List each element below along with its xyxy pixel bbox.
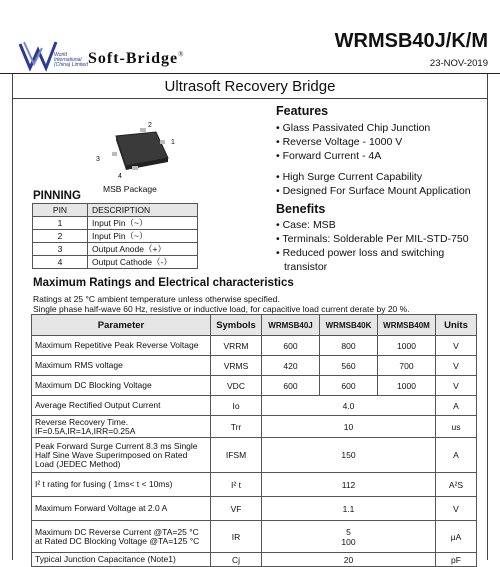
logo-text: Soft-Bridge® <box>88 50 185 67</box>
symbol-cell: Cj <box>211 553 262 567</box>
value-cell: 600 <box>262 376 320 396</box>
column-header: WRMSB40M <box>378 315 436 336</box>
ratings-body <box>32 336 477 567</box>
table-row <box>33 256 198 269</box>
table-row <box>32 416 477 438</box>
value-cell: 600 <box>320 376 378 396</box>
msb-package-image <box>94 118 184 188</box>
symbol-cell: Io <box>211 396 262 416</box>
pin-label-3: 3 <box>96 156 100 163</box>
value-cell: 5 100 <box>262 521 436 553</box>
value-cell: 112 <box>262 473 436 497</box>
value-cell: 150 <box>262 438 436 473</box>
parameter-cell: Typical Junction Capacitance (Note1) <box>32 553 211 567</box>
value-cell: 800 <box>320 336 378 356</box>
table-row <box>33 243 198 256</box>
part-number: WRMSB40J/K/M <box>334 30 488 52</box>
table-row <box>33 217 198 230</box>
pin-label-1: 1 <box>171 139 175 146</box>
unit-cell: V <box>436 376 477 396</box>
symbol-cell: IFSM <box>211 438 262 473</box>
column-header: WRMSB40J <box>262 315 320 336</box>
table-header-row <box>33 204 198 217</box>
table-row <box>33 230 198 243</box>
pin-number: 2 <box>33 230 88 243</box>
benefit-item: • Terminals: Solderable Per MIL-STD-750 <box>276 233 469 245</box>
parameter-cell: Reverse Recovery Time. IF=0.5A,IR=1A,IRR=0.25A <box>32 416 211 438</box>
pin-number: 1 <box>33 217 88 230</box>
symbol-cell: VRMS <box>211 356 262 376</box>
table-row <box>32 396 477 416</box>
value-cell: 1000 <box>378 336 436 356</box>
features-list <box>276 121 488 198</box>
parameter-cell: Maximum Forward Voltage at 2.0 A <box>32 497 211 521</box>
column-header: Units <box>436 315 477 336</box>
parameter-cell: Average Rectified Output Current <box>32 396 211 416</box>
unit-cell: A²S <box>436 473 477 497</box>
table-row <box>32 438 477 473</box>
feature-item: • Forward Current - 4A <box>276 150 382 162</box>
feature-item: • Designed For Surface Mount Application <box>276 185 471 197</box>
page-title: Ultrasoft Recovery Bridge <box>12 75 488 99</box>
symbol-cell: VF <box>211 497 262 521</box>
pin-number: 4 <box>33 256 88 269</box>
pinning-heading: PINNING <box>33 190 81 202</box>
value-cell: 20 <box>262 553 436 567</box>
ratings-condition-1: Ratings at 25 °C ambient temperature unless otherwise specified. <box>33 294 280 304</box>
column-header: Symbols <box>211 315 262 336</box>
feature-item: • Glass Passivated Chip Junction <box>276 122 431 134</box>
benefits-heading: Benefits <box>276 202 326 216</box>
pin-description: Input Pin（~） <box>88 230 198 243</box>
unit-cell: A <box>436 438 477 473</box>
table-header-row <box>32 315 477 336</box>
unit-cell: us <box>436 416 477 438</box>
unit-cell: μA <box>436 521 477 553</box>
features-heading: Features <box>276 104 329 118</box>
pin-number: 3 <box>33 243 88 256</box>
symbol-cell: I² t <box>211 473 262 497</box>
symbol-cell: IR <box>211 521 262 553</box>
value-cell: 4.0 <box>262 396 436 416</box>
column-header: WRMSB40K <box>320 315 378 336</box>
value-cell: 600 <box>262 336 320 356</box>
parameter-cell: Maximum Repetitive Peak Reverse Voltage <box>32 336 211 356</box>
symbol-cell: Trr <box>211 416 262 438</box>
parameter-cell: Maximum RMS voltage <box>32 356 211 376</box>
ratings-heading: Maximum Ratings and Electrical characteristics <box>33 277 294 289</box>
table-row <box>32 473 477 497</box>
column-header: Parameter <box>32 315 211 336</box>
parameter-cell: Maximum DC Reverse Current @TA=25 °C at Rated DC Blocking Voltage @TA=125 °C <box>32 521 211 553</box>
unit-cell: V <box>436 356 477 376</box>
ratings-table <box>31 314 477 567</box>
ratings-condition-2: Single phase half-wave 60 Hz, resistive or inductive load, for capacitive load current derate by 20 %. <box>33 304 410 314</box>
value-cell: 560 <box>320 356 378 376</box>
doc-date: 23-NOV-2019 <box>429 58 488 69</box>
feature-item: • High Surge Current Capability <box>276 171 423 183</box>
value-cell: 700 <box>378 356 436 376</box>
table-row <box>32 336 477 356</box>
table-row <box>32 497 477 521</box>
symbol-cell: VDC <box>211 376 262 396</box>
package-caption: MSB Package <box>103 184 157 194</box>
unit-cell: A <box>436 396 477 416</box>
pin-description: Input Pin（~） <box>88 217 198 230</box>
feature-item: • Reverse Voltage - 1000 V <box>276 136 403 148</box>
benefit-item: transistor <box>284 261 328 273</box>
column-header: DESCRIPTION <box>88 204 198 217</box>
benefit-item: • Reduced power loss and switching <box>276 247 445 259</box>
parameter-cell: Maximum DC Blocking Voltage <box>32 376 211 396</box>
unit-cell: V <box>436 497 477 521</box>
pin-label-4: 4 <box>118 173 122 180</box>
value-cell: 420 <box>262 356 320 376</box>
unit-cell: V <box>436 336 477 356</box>
logo-small-text: World International (China) Limited <box>54 52 88 68</box>
column-header: PIN <box>33 204 88 217</box>
table-row <box>32 376 477 396</box>
value-cell: 10 <box>262 416 436 438</box>
value-cell: 1000 <box>378 376 436 396</box>
benefit-item: • Case: MSB <box>276 219 336 231</box>
benefits-list <box>276 218 488 274</box>
table-row <box>32 521 477 553</box>
value-cell: 1.1 <box>262 497 436 521</box>
pin-description: Output Cathode（-） <box>88 256 198 269</box>
unit-cell: pF <box>436 553 477 567</box>
parameter-cell: Peak Forward Surge Current 8.3 ms Single Half Sine Wave Superimposed on Rated Load (JEDEC Method) <box>32 438 211 473</box>
pinning-table <box>32 203 198 269</box>
parameter-cell: I² t rating for fusing ( 1ms< t < 10ms) <box>32 473 211 497</box>
table-row <box>32 356 477 376</box>
pin-description: Output Anode（+） <box>88 243 198 256</box>
pin-label-2: 2 <box>148 122 152 129</box>
symbol-cell: VRRM <box>211 336 262 356</box>
